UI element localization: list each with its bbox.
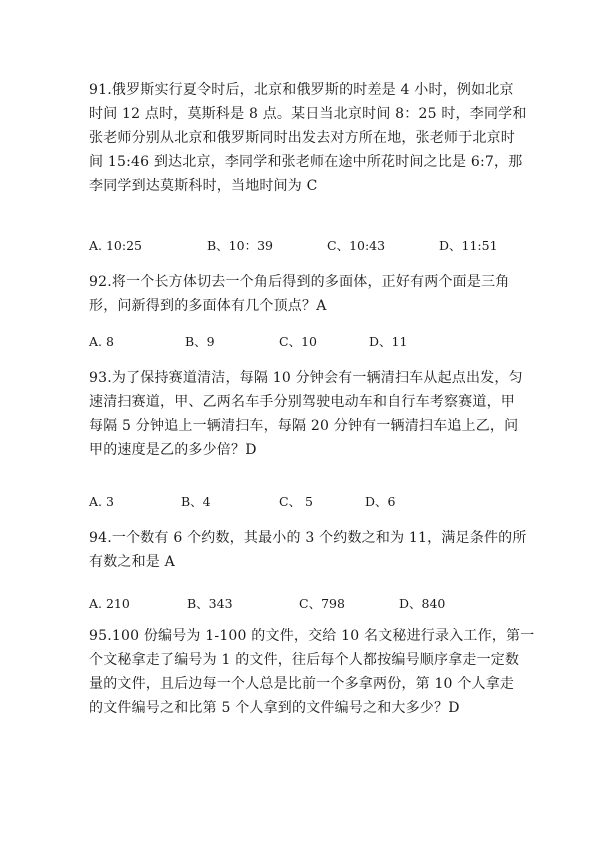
question-91-line: 时间 12 点时，莫斯科是 8 点。某日当北京时间 8：25 时，李同学和 (89, 106, 527, 122)
option-c: C、798 (299, 596, 345, 611)
option-d: D、11:51 (439, 238, 498, 253)
question-95-line: 的文件编号之和比第 5 个人拿到的文件编号之和大多少？D (89, 700, 460, 716)
question-92 (89, 270, 519, 318)
question-91-line: 91.俄罗斯实行夏令时后，北京和俄罗斯的时差是 4 小时，例如北京 (89, 82, 514, 98)
question-92-line: 形，问新得到的多面体有几个顶点？A (89, 298, 327, 314)
option-b: B、4 (181, 494, 211, 509)
question-95-line: 95.100 份编号为 1-100 的文件，交给 10 名文秘进行录入工作，第一 (89, 628, 535, 644)
option-d: D、840 (399, 596, 446, 611)
question-93 (89, 366, 523, 462)
option-c: C、 5 (279, 494, 313, 509)
question-94-line: 94.一个数有 6 个约数，其最小的 3 个约数之和为 11，满足条件的所 (89, 530, 527, 546)
option-c: C、10 (279, 334, 317, 349)
question-94 (89, 526, 527, 574)
option-b: B、9 (185, 334, 215, 349)
option-b: B、343 (187, 596, 233, 611)
question-91-line: 间 15:46 到达北京，李同学和张老师在途中所花时间之比是 6:7，那 (89, 154, 523, 170)
question-91-line: 李同学到达莫斯科时，当地时间为 C (89, 178, 318, 194)
option-d: D、6 (365, 494, 396, 509)
question-93-line: 甲的速度是乙的多少倍？D (89, 442, 257, 458)
question-95-line: 个文秘拿走了编号为 1 的文件，往后每个人都按编号顺序拿走一定数 (89, 652, 520, 668)
question-95 (89, 624, 535, 720)
question-91 (89, 78, 527, 198)
option-c: C、10:43 (327, 238, 386, 253)
option-a: A. 8 (89, 334, 114, 349)
question-94-line: 有数之和是 A (89, 554, 175, 570)
question-93-line: 每隔 5 分钟追上一辆清扫车，每隔 20 分钟有一辆清扫车追上乙，问 (89, 418, 519, 434)
question-95-line: 量的文件，且后边每一个人总是比前一个多拿两份，第 10 个人拿走 (89, 676, 515, 692)
option-a: A. 210 (89, 596, 130, 611)
question-92-line: 92.将一个长方体切去一个角后得到的多面体，正好有两个面是三角 (89, 274, 510, 290)
question-93-line: 速清扫赛道，甲、乙两名车手分别驾驶电动车和自行车考察赛道，甲 (89, 394, 515, 410)
option-a: A. 3 (89, 494, 114, 509)
option-b: B、10：39 (207, 238, 273, 253)
question-93-line: 93.为了保持赛道清洁，每隔 10 分钟会有一辆清扫车从起点出发，匀 (89, 370, 523, 386)
option-a: A. 10:25 (89, 238, 142, 253)
option-d: D、11 (369, 334, 408, 349)
question-91-line: 张老师分别从北京和俄罗斯同时出发去对方所在地，张老师于北京时 (89, 130, 515, 146)
